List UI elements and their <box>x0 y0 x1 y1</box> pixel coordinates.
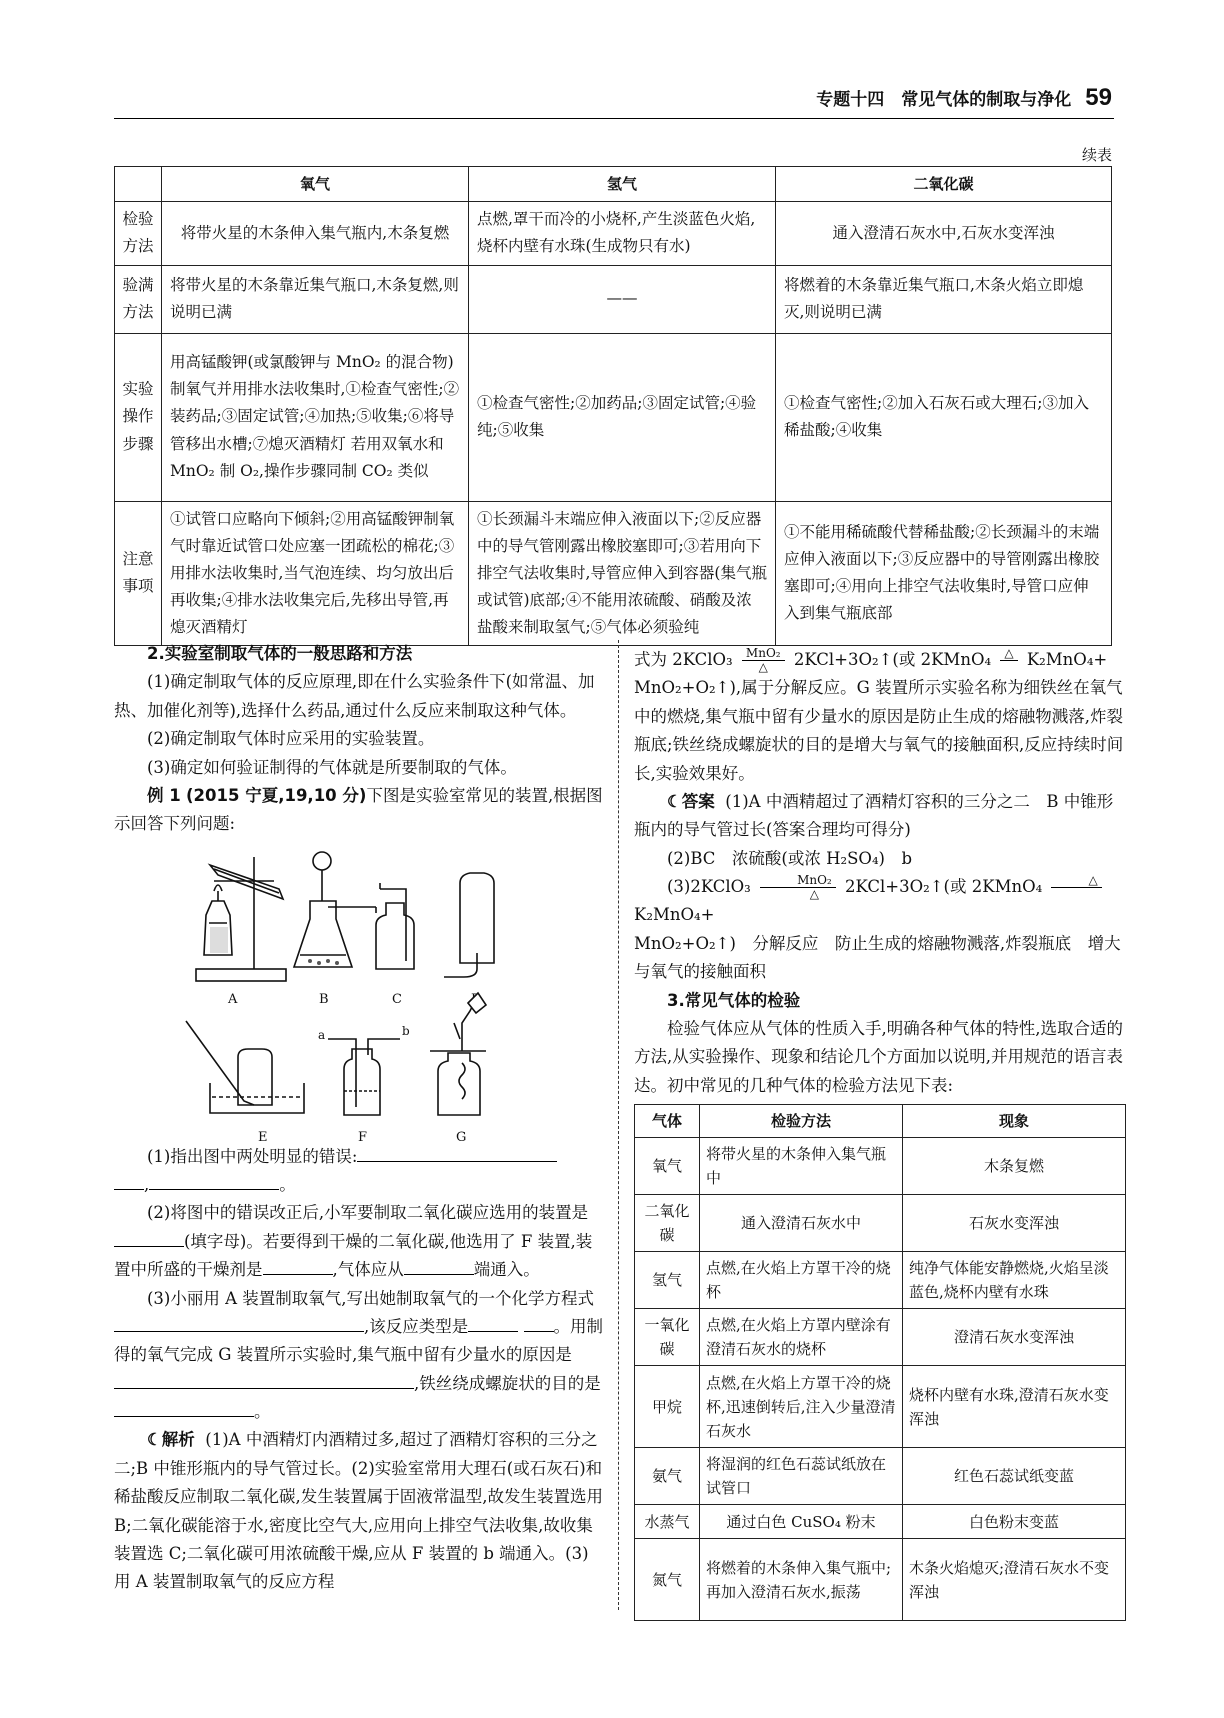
figure-labels-bottom <box>258 1130 466 1143</box>
paragraph: 检验气体应从气体的性质入手,明确各种气体的特性,选取合适的方法,从实验操作、现象和结论几个方面加以说明,并用规范的语言表达。初中常见的几种气体的检验方法见下表: <box>634 1018 1123 1095</box>
header-cell <box>115 167 162 202</box>
table-cell: ①检查气密性;②加入石灰石或大理石;③加入稀盐酸;④收集 <box>776 333 1112 501</box>
answer-blank[interactable] <box>114 1173 144 1191</box>
question-text: ,铁丝绕成螺旋状的目的是 <box>414 1373 601 1393</box>
heat-symbol: △ <box>1051 874 1101 888</box>
equation-part: K₂MnO₄+ <box>1026 650 1108 669</box>
analysis-label: 解析 <box>161 1430 195 1450</box>
table-cell: 通入澄清石灰水中,石灰水变浑浊 <box>776 202 1112 265</box>
paragraph: (3)确定如何验证制得的气体就是所要制取的气体。 <box>147 757 517 777</box>
answer-blank[interactable] <box>468 1314 518 1332</box>
question-text: 。 <box>279 1175 296 1194</box>
method-cell: 点燃,在火焰上方罩干冷的烧杯 <box>700 1252 903 1309</box>
reaction-condition <box>1051 874 1101 901</box>
gas-name: 水蒸气 <box>635 1505 700 1539</box>
section-3-title: 3.常见气体的检验 <box>667 990 801 1010</box>
reaction-condition <box>1000 647 1017 674</box>
gas-name: 二氧化碳 <box>635 1195 700 1252</box>
answer-3-cont: MnO₂+O₂↑) 分解反应 防止生成的熔融物溅落,炸裂瓶底 增大与氧气的接触面积 <box>634 933 1121 982</box>
gas-name: 一氧化碳 <box>635 1309 700 1366</box>
question-2 <box>114 1199 604 1284</box>
answer-blank[interactable] <box>404 1258 474 1276</box>
example-intro <box>114 782 604 839</box>
apparatus-c <box>376 883 414 969</box>
label-f: F <box>358 1129 368 1143</box>
label-c: C <box>392 991 402 1007</box>
question-text: ,气体应从 <box>332 1260 404 1280</box>
chapter-title: 专题十四 常见气体的制取与净化 <box>816 90 1072 110</box>
heat-symbol: △ <box>809 887 820 901</box>
header-cell: 现象 <box>903 1105 1126 1138</box>
method-cell: 通入澄清石灰水中 <box>700 1195 903 1252</box>
label-a: A <box>228 991 238 1007</box>
answer <box>634 788 1126 845</box>
table-row <box>635 1366 1126 1448</box>
continued-label: 续表 <box>1081 146 1112 164</box>
answer-3 <box>634 873 1126 930</box>
heat-symbol: △ <box>1000 647 1017 661</box>
heat-symbol: △ <box>758 660 768 674</box>
answer-blank[interactable] <box>263 1258 333 1276</box>
page-header <box>816 84 1112 112</box>
left-column <box>114 640 604 1597</box>
gas-name: 甲烷 <box>635 1366 700 1448</box>
apparatus-e <box>186 1021 304 1113</box>
paragraph: (1)确定制取气体的反应原理,即在什么实验条件下(如常温、加热、加催化剂等),选择什么药品,通过什么反应来制取这种气体。 <box>114 672 595 720</box>
question-1-cont: , 。 <box>114 1171 604 1199</box>
method-cell: 通过白色 CuSO₄ 粉末 <box>700 1505 903 1539</box>
equation-part: 式为 2KClO₃ <box>634 650 733 669</box>
table-cell: ①试管口应略向下倾斜;②用高锰酸钾制氧气时靠近试管口处应塞一团疏松的棉花;③用排水法收集时,当气泡连续、均匀放出后再收集;④排水法收集完后,先移出导管,再熄灭酒精灯 <box>162 501 469 646</box>
analysis-icon: ☾ <box>147 1430 162 1450</box>
answer-blank[interactable] <box>114 1314 364 1332</box>
reaction-condition <box>742 647 785 674</box>
header-cell: 氢气 <box>469 167 776 202</box>
gas-detection-table <box>634 1104 1126 1621</box>
section-2-title: 2.实验室制取气体的一般思路和方法 <box>147 644 413 663</box>
label-e: E <box>258 1129 268 1143</box>
question-text: (2)将图中的错误改正后,小军要制取二氧化碳应选用的装置是 <box>147 1203 589 1223</box>
table-row <box>635 1138 1126 1195</box>
example-label: 例 1 <box>147 785 181 805</box>
header-cell: 二氧化碳 <box>776 167 1112 202</box>
port-a-label: a <box>318 1027 326 1042</box>
gas-name: 氢气 <box>635 1252 700 1309</box>
table-row <box>115 333 1112 501</box>
equation-line <box>634 646 1126 674</box>
equation-part: 2KCl+3O₂↑(或 2KMnO₄ <box>844 877 1043 896</box>
question-1 <box>114 1143 604 1171</box>
table-header-row <box>635 1105 1126 1138</box>
phenomenon-cell: 澄清石灰水变浑浊 <box>903 1309 1126 1366</box>
gas-name: 氨气 <box>635 1448 700 1505</box>
label-b: B <box>319 991 329 1007</box>
column-divider <box>618 640 619 1610</box>
table-cell: ①检查气密性;②加药品;③固定试管;④验纯;⑤收集 <box>469 333 776 501</box>
paragraph: (2)确定制取气体时应采用的实验装置。 <box>147 729 435 749</box>
table-row <box>635 1309 1126 1366</box>
table-cell: 点燃,罩干而冷的小烧杯,产生淡蓝色火焰,烧杯内壁有水珠(生成物只有水) <box>469 202 776 265</box>
answer-blank[interactable] <box>524 1314 554 1332</box>
equation-part: K₂MnO₄+ <box>634 905 715 925</box>
question-text: ,该反应类型是 <box>364 1316 469 1336</box>
table-cell: —— <box>469 265 776 333</box>
example-text: 下图是实验室常见的装置,根据图示回答下列问题: <box>114 785 603 834</box>
answer-blank[interactable] <box>357 1144 557 1162</box>
answer-label: 答案 <box>681 791 715 811</box>
phenomenon-cell: 石灰水变浑浊 <box>903 1195 1126 1252</box>
answer-text: (1)A 中酒精超过了酒精灯容积的三分之二 B 中锥形瓶内的导气管过长(答案合理均可得分) <box>634 791 1114 840</box>
apparatus-figure <box>114 843 604 1143</box>
answer-blank[interactable] <box>114 1229 184 1247</box>
table-cell: ①不能用稀硫酸代替稀盐酸;②长颈漏斗的末端应伸入液面以下;③反应器中的导管刚露出橡胶塞即可;④用向上排空气法收集时,导管口应伸入到集气瓶底部 <box>776 501 1112 646</box>
analysis-cont: MnO₂+O₂↑),属于分解反应。G 装置所示实验名称为细铁丝在氧气中的燃烧,集气瓶中留有少量水的原因是防止生成的熔融物溅落,炸裂瓶底;铁丝绕成螺旋状的目的是增大与氧气的接触面积,反应持续时间长,实验效果好。 <box>634 678 1124 783</box>
method-cell: 将湿润的红色石蕊试纸放在试管口 <box>700 1448 903 1505</box>
table-cell: 将带火星的木条靠近集气瓶口,木条复燃,则说明已满 <box>162 265 469 333</box>
gas-name: 氧气 <box>635 1138 700 1195</box>
answer-blank[interactable] <box>114 1400 254 1418</box>
equation-part: 2KCl+3O₂↑(或 2KMnO₄ <box>793 650 992 669</box>
analysis <box>114 1426 604 1596</box>
table-row <box>635 1448 1126 1505</box>
right-column <box>634 646 1126 1621</box>
example-source: (2015 宁夏,19,10 分) <box>185 785 367 805</box>
question-text: (1)指出图中两处明显的错误: <box>147 1146 358 1166</box>
phenomenon-cell: 白色粉末变蓝 <box>903 1505 1126 1539</box>
catalyst-label: MnO₂ <box>742 647 785 661</box>
table-cell: 将燃着的木条靠近集气瓶口,木条火焰立即熄灭,则说明已满 <box>776 265 1112 333</box>
table-row <box>635 1505 1126 1539</box>
answer-blank[interactable] <box>149 1173 279 1191</box>
table-header-row <box>115 167 1112 202</box>
phenomenon-cell: 木条复燃 <box>903 1138 1126 1195</box>
phenomenon-cell: 烧杯内壁有水珠,澄清石灰水变浑浊 <box>903 1366 1126 1448</box>
figure-labels-top <box>227 992 481 1007</box>
table-cell: 将带火星的木条伸入集气瓶内,木条复燃 <box>162 202 469 265</box>
row-label: 注意事项 <box>115 501 162 646</box>
question-text: 。用制得的氧气完成 G 装置所示实验时,集气瓶中留有少量水的原因是 <box>114 1316 603 1365</box>
question-text: (3)小丽用 A 装置制取氧气,写出她制取氧气的一个化学方程式 <box>147 1288 595 1308</box>
apparatus-d <box>444 873 494 977</box>
table-cell: 用高锰酸钾(或氯酸钾与 MnO₂ 的混合物)制氧气并用排水法收集时,①检查气密性;②装药品;③固定试管;④加热;⑤收集;⑥将导管移出水槽;⑦熄灭酒精灯 若用双氧水和 MnO₂ 制 O₂,操作步骤同制 CO₂ 类似 <box>162 333 469 501</box>
gas-name: 氮气 <box>635 1539 700 1621</box>
method-cell: 将带火星的木条伸入集气瓶中 <box>700 1138 903 1195</box>
question-text: 。 <box>254 1402 271 1421</box>
apparatus-g <box>430 993 486 1115</box>
answer-icon: ☾ <box>667 791 682 811</box>
table-cell: ①长颈漏斗末端应伸入液面以下;②反应器中的导气管刚露出橡胶塞即可;③若用向下排空气法收集时,导管应伸入到容器(集气瓶或试管)底部;④不能用浓硫酸、硝酸及浓盐酸来制取氢气;⑤气体必须验纯 <box>469 501 776 646</box>
catalyst-label: MnO₂ <box>760 874 836 888</box>
page-number: 59 <box>1085 84 1112 111</box>
header-cell: 氧气 <box>162 167 469 202</box>
row-label: 检验方法 <box>115 202 162 265</box>
table-row <box>115 202 1112 265</box>
gas-preparation-table <box>114 166 1112 646</box>
table-row <box>635 1252 1126 1309</box>
apparatus-b <box>294 852 376 967</box>
table-row <box>635 1195 1126 1252</box>
equation-part: (3)2KClO₃ <box>667 877 751 896</box>
phenomenon-cell: 木条火焰熄灭;澄清石灰水不变浑浊 <box>903 1539 1126 1621</box>
table-row <box>635 1539 1126 1621</box>
header-rule <box>114 118 1114 119</box>
row-label: 实验操作步骤 <box>115 333 162 501</box>
method-cell: 将燃着的木条伸入集气瓶中;再加入澄清石灰水,振荡 <box>700 1539 903 1621</box>
label-g: G <box>456 1129 467 1143</box>
phenomenon-cell: 纯净气体能安静燃烧,火焰呈淡蓝色,烧杯内壁有水珠 <box>903 1252 1126 1309</box>
phenomenon-cell: 红色石蕊试纸变蓝 <box>903 1448 1126 1505</box>
row-label: 验满方法 <box>115 265 162 333</box>
reaction-condition <box>760 874 836 901</box>
apparatus-a <box>196 857 286 981</box>
question-3 <box>114 1285 604 1427</box>
table-row <box>115 501 1112 646</box>
question-text: 端通入。 <box>473 1260 540 1280</box>
analysis-text: (1)A 中酒精灯内酒精过多,超过了酒精灯容积的三分之二;B 中锥形瓶内的导气管过长。(2)实验室常用大理石(或石灰石)和稀盐酸反应制取二氧化碳,发生装置属于固液常温型,故发生装置选用 B;二氧化碳能溶于水,密度比空气大,应用向上排空气法收集,故收集装置选 C;二氧化碳可用浓硫酸干燥,应从 F 装置的 b 端通入。(3)用 A 装置制取氧气的反应方程 <box>114 1430 603 1592</box>
apparatus-f <box>328 1039 400 1115</box>
answer-blank[interactable] <box>114 1371 414 1389</box>
table-row <box>115 265 1112 333</box>
header-cell: 检验方法 <box>700 1105 903 1138</box>
method-cell: 点燃,在火焰上方罩干冷的烧杯,迅速倒转后,注入少量澄清石灰水 <box>700 1366 903 1448</box>
method-cell: 点燃,在火焰上方罩内壁涂有澄清石灰水的烧杯 <box>700 1309 903 1366</box>
port-b-label: b <box>402 1023 410 1038</box>
header-cell: 气体 <box>635 1105 700 1138</box>
answer-2: (2)BC 浓硫酸(或浓 H₂SO₄) b <box>667 848 913 868</box>
question-text: (填字母)。若要得到干燥的二氧化碳,他选用了 F 装置,装置中所盛的干燥剂是 <box>114 1231 593 1280</box>
